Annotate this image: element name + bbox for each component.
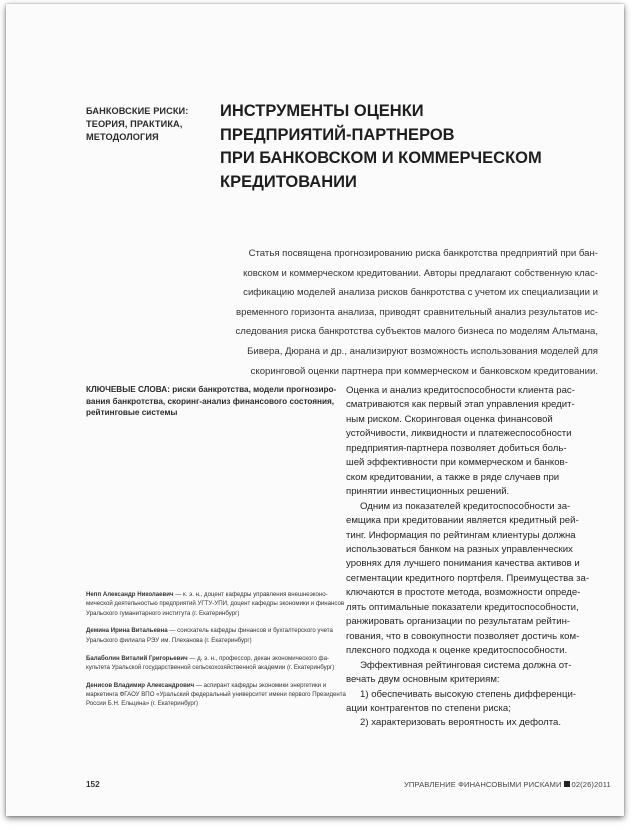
body-line: сегментации кредитного портфеля. Преимущества за- bbox=[346, 572, 590, 584]
body-line: гования, что в совокупности позволяет достичь ком- bbox=[346, 630, 580, 642]
author-info: — аспирант кафедры экономики энергетики и bbox=[194, 681, 327, 689]
author-info: маркетинга ФГАОУ ВПО «Уральский федеральный университет имени первого Президента bbox=[86, 691, 346, 699]
page-number: 152 bbox=[86, 780, 100, 789]
title-line: ПРИ БАНКОВСКОМ И КОММЕРЧЕСКОМ bbox=[220, 149, 542, 167]
page bbox=[6, 4, 624, 816]
body-line: 2) характеризовать вероятность их дефолта. bbox=[360, 717, 562, 729]
author-info: — к. э. н., доцент кафедры управления внешнеэконо- bbox=[173, 591, 328, 598]
body-line: принятии инвестиционных решений. bbox=[346, 486, 510, 498]
body-text bbox=[346, 384, 608, 731]
author-info: — д. э. н., профессор, декан экономического фа- bbox=[187, 654, 329, 662]
body-line: предприятия-партнера позволяет добиться боль- bbox=[346, 442, 567, 454]
author-name: Демина Ирина Витальевна bbox=[86, 627, 168, 635]
journal-name: УПРАВЛЕНИЕ ФИНАНСОВЫМИ РИСКАМИ bbox=[404, 780, 562, 789]
body-line: вечать двум основным критериям: bbox=[346, 674, 500, 686]
body-line: ным риском. Скоринговая оценка финансовой bbox=[346, 413, 553, 425]
body-line: устойчивости, ликвидности и платежеспособности bbox=[346, 428, 572, 440]
abstract-line: ковском и коммерческом кредитовании. Авторы предлагают собственную клас- bbox=[243, 267, 598, 279]
rubric-line: МЕТОДОЛОГИЯ bbox=[86, 132, 159, 142]
keywords-line: рейтинговые системы bbox=[86, 408, 178, 418]
author-name: Балаболин Виталий Григорьевич bbox=[86, 654, 188, 662]
abstract bbox=[218, 244, 598, 381]
author-note bbox=[86, 590, 345, 618]
keywords-line: вания банкротства, скоринг-анализ финансового состояния, bbox=[86, 396, 335, 406]
title-line: ПРЕДПРИЯТИЙ-ПАРТНЕРОВ bbox=[220, 125, 455, 144]
author-info: мической деятельностью предприятий УГТУ-УПИ, доцент кафедры экономики и финансов bbox=[86, 600, 345, 608]
body-line: тинг. Информация по рейтингам клиентуры должна bbox=[346, 529, 576, 541]
issue-number: 02(26)2011 bbox=[571, 780, 611, 789]
author-note bbox=[86, 654, 336, 673]
body-line: Оценка и анализ кредитоспособности клиента рас- bbox=[346, 385, 575, 396]
author-info: Уральского гуманитарного института (г. Екатеринбург) bbox=[86, 609, 240, 617]
keywords bbox=[86, 384, 336, 419]
abstract-line: Статья посвящена прогнозированию риска банкротства предприятий при бан- bbox=[248, 248, 598, 259]
author-note bbox=[86, 681, 346, 709]
body-line: емщика при кредитовании является кредитный рей- bbox=[346, 515, 579, 527]
body-line: лять оптимальные показатели кредитоспособности, bbox=[346, 601, 579, 613]
body-line: 1) обеспечивать высокую степень дифференци- bbox=[360, 688, 576, 700]
body-line: ском кредитовании, а также в ряде случаев при bbox=[346, 471, 560, 483]
keywords-line: КЛЮЧЕВЫЕ СЛОВА: риски банкротства, модели прогнозиро- bbox=[86, 385, 337, 394]
body-line: Одним из показателей кредитоспособности за- bbox=[360, 500, 571, 512]
author-info: Уральского филиала РЭУ им. Плеханова (г. Екатеринбург) bbox=[86, 636, 252, 644]
abstract-line: Бивера, Дюрана и др., анализируют возможность использования моделей для bbox=[247, 345, 598, 357]
author-name: Непп Александр Николаевич bbox=[86, 591, 174, 598]
author-info: России Б.Н. Ельцина» (г. Екатеринбург) bbox=[86, 700, 199, 708]
rubric-line: ТЕОРИЯ, ПРАКТИКА, bbox=[86, 119, 183, 129]
title-line: ИНСТРУМЕНТЫ ОЦЕНКИ bbox=[220, 102, 424, 120]
author-note bbox=[86, 626, 336, 645]
rubric-line: БАНКОВСКИЕ РИСКИ: bbox=[86, 106, 189, 116]
article-title bbox=[220, 100, 610, 194]
authors bbox=[86, 590, 346, 717]
abstract-line: следования риска банкротства субъектов малого бизнеса по моделям Альтмана, bbox=[235, 326, 598, 338]
running-footer bbox=[404, 780, 611, 789]
author-name: Денисов Владимир Александрович bbox=[86, 681, 195, 689]
body-line: ранжировать организации по результатам рейтин- bbox=[346, 616, 571, 628]
abstract-line: временного горизонта анализа, приводят сравнительный анализ результатов ис- bbox=[236, 306, 598, 318]
abstract-line: скоринговой оценки партнера при коммерческом и банковском кредитовании. bbox=[250, 365, 598, 377]
title-line: КРЕДИТОВАНИИ bbox=[220, 172, 357, 191]
body-line: использоваться банком на разных управленческих bbox=[346, 543, 573, 555]
body-line: плексного подхода к оценке кредитоспособности. bbox=[346, 645, 568, 657]
body-line: ации контрагентов по степени риска; bbox=[346, 702, 511, 714]
body-line: уровнях для лучшего понимания качества активов и bbox=[346, 558, 580, 570]
rubric bbox=[86, 105, 206, 144]
body-line: ключаются в простоте метода, возможности опреде- bbox=[346, 587, 581, 599]
square-bullet-icon bbox=[564, 781, 570, 787]
author-info: культета Уральской государственной сельскохозяйственной академии (г. Екатеринбург) bbox=[86, 663, 335, 671]
body-line: Эффективная рейтинговая система должна от- bbox=[360, 659, 572, 671]
author-info: — соискатель кафедры финансов и бухгалтерского учета bbox=[167, 627, 333, 635]
body-line: шей эффективности при коммерческом и банков- bbox=[346, 457, 568, 469]
body-line: сматриваются как первый этап управления кредит- bbox=[346, 399, 575, 411]
abstract-line: сификацию моделей анализа рисков банкротства с учетом их специализации и bbox=[243, 287, 598, 299]
